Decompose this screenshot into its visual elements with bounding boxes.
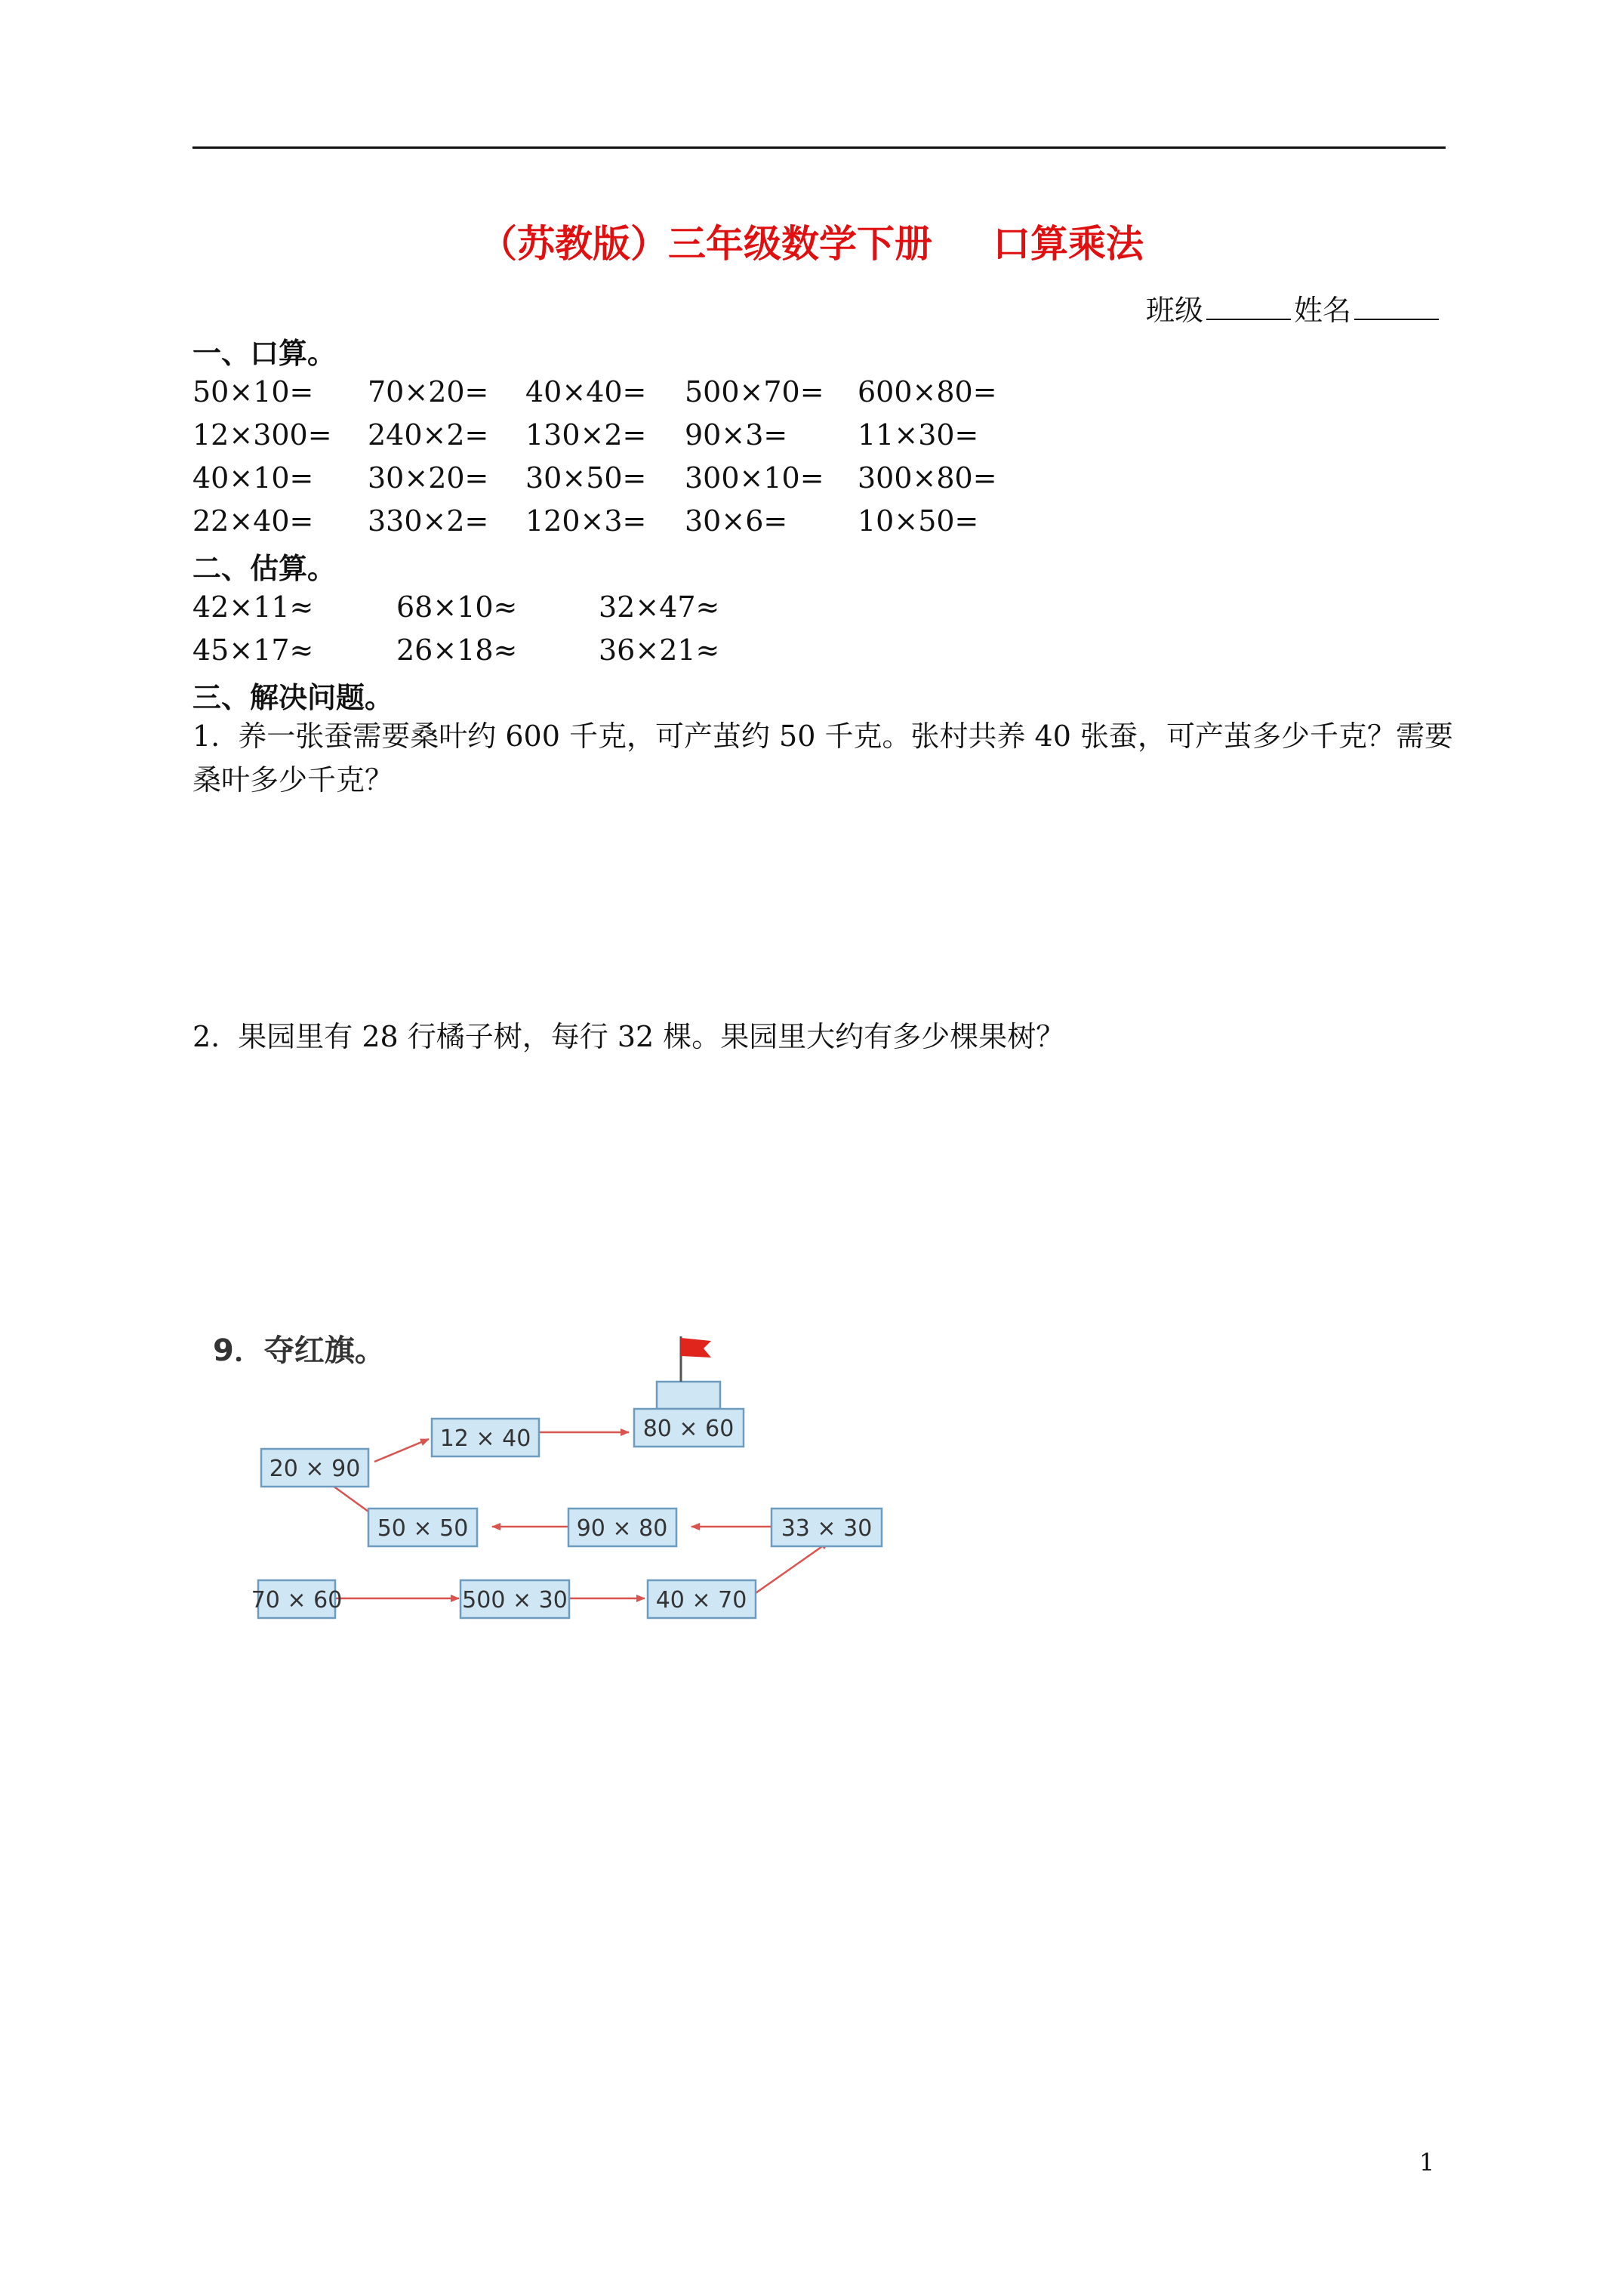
box-label: 80 × 60 <box>642 1416 735 1442</box>
name-label: 姓名 <box>1293 294 1351 327</box>
red-flag-icon <box>681 1338 711 1358</box>
arrow <box>756 1542 829 1593</box>
calc-item: 12×300= <box>192 418 332 451</box>
problem-number: 1. <box>192 720 220 753</box>
word-problem-1 <box>192 714 1453 802</box>
calc-item: 11×30= <box>858 418 979 451</box>
calc-item: 40×40= <box>525 375 647 408</box>
calc-item: 330×2= <box>368 504 489 538</box>
box-label: 33 × 30 <box>781 1515 873 1542</box>
calc-item: 30×50= <box>525 461 647 495</box>
calc-item: 300×10= <box>685 461 824 495</box>
box-label: 50 × 50 <box>377 1515 469 1542</box>
title-topic: 口算乘法 <box>993 221 1144 266</box>
capture-flag-diagram <box>204 1314 898 1638</box>
calc-item: 30×6= <box>685 504 788 538</box>
box-label: 90 × 80 <box>576 1515 668 1542</box>
calc-item: 22×40= <box>192 504 314 538</box>
problem-text: 果园里有 28 行橘子树，每行 32 棵。果园里大约有多少棵果树？ <box>238 1020 1065 1053</box>
section1-heading: 一、口算。 <box>192 336 337 370</box>
section2-heading: 二、估算。 <box>192 551 337 585</box>
estimate-item: 68×10≈ <box>396 590 518 624</box>
estimate-item: 42×11≈ <box>192 590 314 624</box>
calc-item: 500×70= <box>685 375 824 408</box>
title-main: （苏教版）三年级数学下册 <box>479 221 932 266</box>
calc-item: 40×10= <box>192 461 314 495</box>
box-label: 40 × 70 <box>655 1587 747 1613</box>
calc-item: 50×10= <box>192 375 314 408</box>
word-problem-2 <box>192 1015 1453 1059</box>
name-blank[interactable] <box>1354 296 1439 320</box>
class-name-line <box>1146 287 1442 328</box>
box-label: 500 × 30 <box>462 1587 568 1613</box>
section3-heading: 三、解决问题。 <box>192 680 394 714</box>
box-label: 70 × 60 <box>251 1587 343 1613</box>
page-number: 1 <box>1419 2148 1435 2177</box>
game-heading: 9．夺红旗。 <box>213 1333 385 1368</box>
arrow <box>374 1439 429 1462</box>
problem-text: 养一张蚕需要桑叶约 600 千克，可产茧约 50 千克。张村共养 40 张蚕，可产茧多少千克？需要桑叶多少千克？ <box>192 720 1453 797</box>
estimate-item: 45×17≈ <box>192 633 314 667</box>
calc-item: 240×2= <box>368 418 489 451</box>
estimate-item: 32×47≈ <box>599 590 720 624</box>
calc-item: 10×50= <box>858 504 979 538</box>
calc-item: 70×20= <box>368 375 489 408</box>
page-title <box>0 214 1623 268</box>
class-blank[interactable] <box>1206 296 1291 320</box>
box-label: 12 × 40 <box>439 1425 531 1452</box>
flag-podium <box>657 1382 720 1409</box>
header-rule <box>192 146 1446 149</box>
calc-item: 300×80= <box>858 461 997 495</box>
box-label: 20 × 90 <box>269 1456 361 1482</box>
class-label: 班级 <box>1145 294 1203 327</box>
calc-item: 600×80= <box>858 375 997 408</box>
problem-number: 2. <box>192 1020 220 1053</box>
estimate-item: 36×21≈ <box>599 633 720 667</box>
calc-item: 130×2= <box>525 418 647 451</box>
calc-item: 120×3= <box>525 504 647 538</box>
estimate-item: 26×18≈ <box>396 633 518 667</box>
calc-item: 90×3= <box>685 418 788 451</box>
calc-item: 30×20= <box>368 461 489 495</box>
